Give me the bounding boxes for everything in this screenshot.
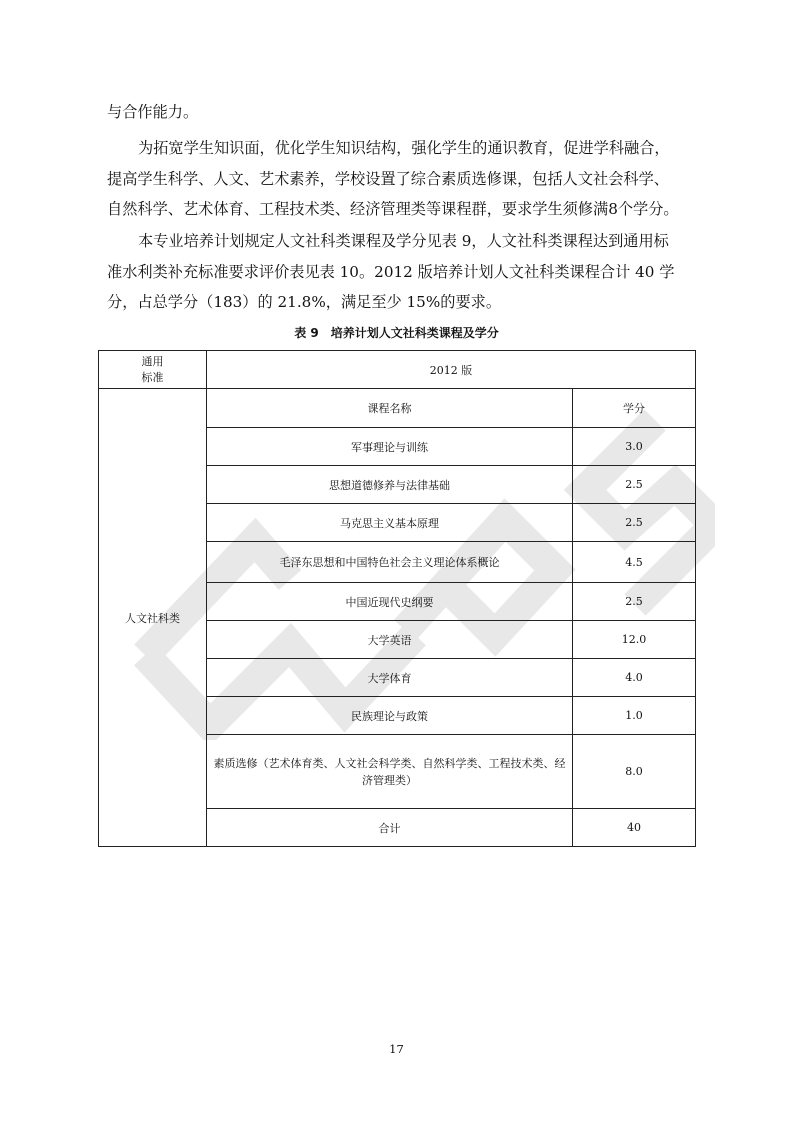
- paragraph-2-line-2: 准水利类补充标准要求评价表见表 10。2012 版培养计划人文社科类课程合计 40 学: [107, 262, 675, 281]
- credit-cell: 4.0: [573, 659, 696, 697]
- total-value-cell: 40: [573, 809, 696, 847]
- paragraph-1-line-2: 提高学生科学、人文、艺术素养，学校设置了综合素质选修课，包括人文社会科学、: [107, 169, 669, 188]
- credit-cell: 4.5: [573, 542, 696, 583]
- paragraph-2: [107, 226, 693, 318]
- credit-cell: 2.5: [573, 466, 696, 504]
- col-credit-header: 学分: [573, 389, 696, 428]
- course-credit-table: [98, 350, 696, 847]
- header-version-cell: 2012 版: [207, 351, 696, 389]
- paragraph-1-line-1: 为拓宽学生知识面，优化学生知识结构，强化学生的通识教育，促进学科融合，: [138, 139, 670, 157]
- course-name-cell: 素质选修（艺术体育类、人文社会科学类、自然科学类、工程技术类、经济管理类）: [207, 735, 573, 809]
- table-caption: 表 9 培养计划人文社科类课程及学分: [294, 326, 499, 340]
- credit-cell: 2.5: [573, 583, 696, 621]
- paragraph-0: [107, 97, 693, 128]
- category-cell: 人文社科类: [99, 389, 207, 847]
- course-name-cell: 大学体育: [207, 659, 573, 697]
- paragraph-1: [107, 133, 693, 225]
- table-row: [99, 389, 696, 428]
- paragraph-1-line-3: 自然科学、艺术体育、工程技术类、经济管理类等课程群，要求学生须修满8个学分。: [107, 200, 679, 218]
- table-header-row: [99, 351, 696, 389]
- page-number: 17: [389, 1042, 404, 1056]
- course-name-cell: 军事理论与训练: [207, 428, 573, 466]
- col-course-header: 课程名称: [207, 389, 573, 428]
- paragraph-2-line-1: 本专业培养计划规定人文社科类课程及学分见表 9，人文社科类课程达到通用标: [138, 232, 669, 250]
- header-standard-line-1: 通用: [141, 354, 164, 368]
- credit-cell: 12.0: [573, 621, 696, 659]
- credit-cell: 3.0: [573, 428, 696, 466]
- paragraph-0-line: 与合作能力。: [107, 103, 199, 121]
- course-name-cell: 民族理论与政策: [207, 697, 573, 735]
- course-name-cell: 中国近现代史纲要: [207, 583, 573, 621]
- credit-cell: 1.0: [573, 697, 696, 735]
- course-name-cell: 大学英语: [207, 621, 573, 659]
- course-name-cell: 马克思主义基本原理: [207, 504, 573, 542]
- total-label-cell: 合计: [207, 809, 573, 847]
- course-name-cell: 思想道德修养与法律基础: [207, 466, 573, 504]
- credit-cell: 2.5: [573, 504, 696, 542]
- course-name-cell: 毛泽东思想和中国特色社会主义理论体系概论: [207, 542, 573, 583]
- header-standard-line-2: 标准: [141, 370, 164, 384]
- credit-cell: 8.0: [573, 735, 696, 809]
- paragraph-2-line-3: 分，占总学分（183）的 21.8%，满足至少 15%的要求。: [107, 293, 502, 311]
- header-standard-cell: [99, 351, 207, 389]
